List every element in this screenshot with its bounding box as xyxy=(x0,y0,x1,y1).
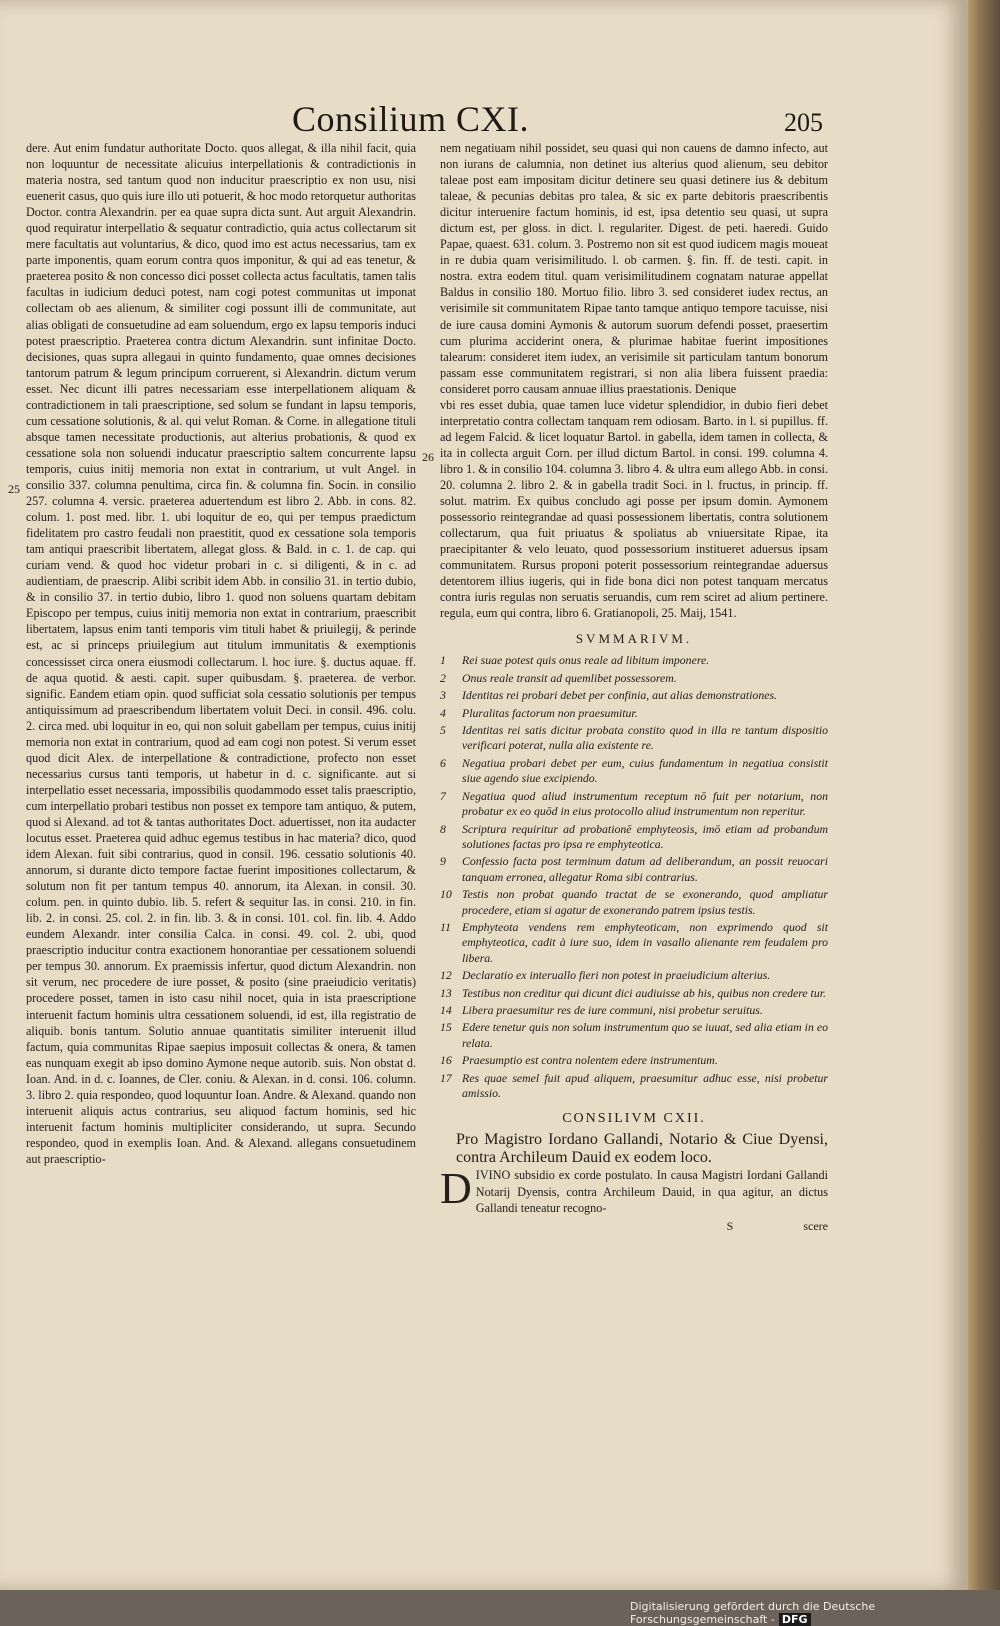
summary-item xyxy=(440,1020,828,1051)
summary-item xyxy=(440,1053,828,1068)
summary-item xyxy=(440,789,828,820)
summary-item xyxy=(440,653,828,668)
summary-item-number: 11 xyxy=(440,919,451,934)
summary-item-number: 9 xyxy=(440,854,446,869)
summary-item-text: Negatiua quod aliud instrumentum receptum nō fuit per notarium, non probatur ex eo quōd in eius protocollo aliud instrumentum non reperitur. xyxy=(462,788,828,819)
summary-item-text: Identitas rei probari debet per confinia, aut alias demonstrationes. xyxy=(462,688,777,703)
consilium-body-text: subsidio ex corde postulato. In causa Magistri Iordani Gallandi Notarij Dyensis, contra Archileum Dauid, in qua agitur, an dictus Gallandi teneatur recogno- xyxy=(475,1168,828,1215)
left-column xyxy=(26,140,416,1167)
page-edge xyxy=(968,0,1000,1590)
summary-item xyxy=(440,887,828,918)
opening-word: IVINO xyxy=(475,1168,511,1183)
summary-item-number: 13 xyxy=(440,985,452,1000)
summary-item-number: 7 xyxy=(440,788,446,803)
signature-mark: S xyxy=(726,1218,734,1233)
summary-item-number: 5 xyxy=(440,723,446,738)
left-column-text: dere. Aut enim fundatur authoritate Docto. quos allegat, & illa nihil facit, quia non loquuntur de necessitate alicuius interpellationis & contradictionis in materia nostra, sed tantum quod non inducitur praescriptio ex non usu, nisi euenerit casus, quo quis iure illo uti potuerit, & hoc modo retorquetur authoritas Doctor. contra Alexandrin. per ea quae supra dicta sunt. Aut arguit Alexandrin. quod requiratur interpellatio & sequatur contradictio, quia actus collectarum sit mere facultatis aut voluntarius, & dico, quod imo est actus necessarius, tam ex parte imponentis, quam eorum contra quos imponitur, & qui ad eas tenetur, & praeterea posito & non concesso dici posset collecta actus facultatis, tamen talis facultas in iudicium deduci potest, nam cogi potest communitas ut imponat collectam ob aes alienum, & similiter cogi possunt illi de communitate, aut alias obligati de consuetudine ad eam soluendum, ergo ex lapsu temporis induci potest praescriptio. Praeterea contra dictum Alexandrin. sunt infinitae Docto. decisiones, quas supra allegaui in quinto fundamento, quae omnes decisiones tantorum patrum & legum principum corruerent, si Alexandrin. dictum verum esset. Nec dicunt illi patres necessariam esse interpellationem aliquam & contradictionem in tali praescriptione, sed solum se fundant in lapsu temporis, cum cessatione solutionis, & al. qui velut Roman. & Corne. in allegatione tituli absque tamen necessitate productionis, aut alterius probationis, & quod ex cessatione sola non soluendi inducatur praescriptio saltem concurrente lapsu temporis, cuius initij memoria non extat in contrarium, ut vult Angel. in consilio 337. columna penultima, circa fin. & columna fin. Socin. in consilio 257. columna 4. versic. praeterea aduertendum est libro 2. Abb. in cons. 82. colum. 1. post med. libr. 1. ubi loquitur de eo, qui per tempus praedictum fidelitatem pro castro feudali non praestitit, quod ex cessatione sola temporis tam antiqui praescribit libertatem, allegat gloss. & Bald. in c. 1. de cap. qui curiam vend. & quod hoc videtur probari in c. si diligenti, & in c. ad audientiam, de praescrip. Alibi scribit idem Abb. in consilio 31. in tertio dubio, & in consilio 37. in tertio dubio, libro 1. quod non soluens quartam debitam Episcopo per tempus, cuius initij memoria non extat in contrarium, praescribit libertatem, lapsus enim tanti temporis vim tituli habet & priuilegij, & perinde est, ac si princeps priuilegium aut titulum immunitatis & exemptionis concessisset circa onera eiusmodi collectarum. l. hoc iure. §. ductus aquae. ff. de aqua quotid. & aesti. capit. super quibusdam. §. praeterea. de verbor. signific. Eandem etiam opin. quod sufficiat sola cessatio solutionis per tempus antiquissimum ad praescribendum libertatem voluit Deci. in consil. 496. colu. 2. circa med. ubi loquitur in eo, qui non soluit gabellam per tempus, cuius initij memoria non extat in contrarium, quod ad eam cogi non potest. Si verum esset quod dicit Alex. de interpellatione & contradictione, profecto non esset necessarius cursus tanti temporis, ut habetur in d. c. significante. aut si interpellatio esset necessaria, impossibilis quodammodo esset talis praescriptio, cum interpellatio probari testibus non posset ex tempore tam antiquo, & putem, quod si Alexand. ad tot & tantas authoritates Doct. aduertisset, non ita audacter locutus esset. Praeterea quid adhuc egemus testibus in hac materia? dico, quod idem Alexan. fuit sibi contrarius, quod in consil. 196. cessatio solutionis 40. annorum, si durante dicto tempore factae fuerint impositiones collectarum, & solutum non fit per tantum tempus 40. annorum, ita Alexan. in consil. 30. colum. pen. in quinto dubio. lib. 5. refert & sequitur Ias. in consi. 210. in fin. lib. 2. in consi. 25. col. 2. in fin. lib. 3. & in consi. 101. col. fin. lib. 4. Addo eundem Alexandr. inter consilia Calca. in consi. 49. col. 2. ubi, quod praescriptio inducitur contra exactionem honorantiae per cessationem soluendi per tempus 30. annorum. Ex praemissis infertur, quod dictum Alexandrin. non sit verum, nec procedere de iure posset, & posito (sine praeiudicio veritatis) procedere posset, tamen in isto casu nihil nocet, quia in ista praescriptione interuenit factum hominis ultra cessationem soluendi, id est, illa registratio de aliquib. bonis tantum. Solutio annuae quantitatis similiter interuenit illud factum, quia communitas Ripae saepius imposuit collectas & onera, & tamen eas nunquam exegit ab ipso domino Aymone neque autorib. suis. Non obstat d. Ioan. And. in d. c. Ioannes, de Cler. coniu. & Alexan. in d. consi. 106. column. 3. libro 2. quia respondeo, quod loquuntur Ioan. Andre. & Alexand. quando non interuenit aliquis actus contrarius, seu aliquod factum hominis, sed hic interuenit factum hominis multipliciter considerando, ut supra. Secundo respondeo, quod in exemplis Ioan. And. & Alexand. allegans consuetudinem aut praescriptio- xyxy=(26,141,416,1166)
right-column-text-1: nem negatiuam nihil possidet, seu quasi qui non cauens de damno infecto, aut non iurans de calumnia, non detinet ius alterius quod alienum, seu debitor taleae post eam impositam dicitur detinere seu quasi detinere ius & debitum taleae, & pecunias debitas pro talea, & sic ex parte debitoris praescribentis dicitur interuenire factum hominis, id est, ipsa detentio seu quasi, ut supra dictum est, per gloss. in dict. l. regulariter. Digest. de peti. haeredi. Guido Papae, quaest. 631. colum. 3. Postremo non sit est quod iudicem magis moueat in re dubia quam verisimilitudo. l. ob carmen. §. fin. ff. de testi. capit. in nostra. extra eodem titul. quam verisimilitudinem cognatam naturae appellat Baldus in consilio 180. Mortuo filio. libro 3. sed consideret iudex rectus, an verisimile sit communitatem Ripae tanto tamque antiquo tempore tacuisse, nisi de iure causa domini Aymonis & autorum suorum defendi posset, praesertim cum plurima acciderint onera, & plurimae habitae fuerint impositiones talearum: consideret item iudex, an verisimile sit particulam tantum bonorum passam esse communitatem registrari, si non alia libera fuissent praedia: consideret porro causam annuae illius praestationis. Denique xyxy=(440,141,828,396)
summary-item xyxy=(440,756,828,787)
summary-item-text: Testis non probat quando tractat de se exonerando, quod ampliatur procedere, etiam si agatur de exonerando patrem ipsius testis. xyxy=(462,887,828,917)
summary-list xyxy=(440,653,828,1101)
summary-item-number: 15 xyxy=(440,1020,452,1035)
footer-text: Digitalisierung gefördert durch die Deutsche Forschungsgemeinschaft - xyxy=(630,1600,876,1626)
digitization-footer xyxy=(630,1600,1000,1626)
summary-item xyxy=(440,1003,828,1018)
summary-item-number: 17 xyxy=(440,1070,452,1085)
summary-item-text: Edere tenetur quis non solum instrumentum quo se iuuat, sed alia etiam in eo relata. xyxy=(462,1020,828,1050)
summary-item xyxy=(440,688,828,703)
summary-item-number: 8 xyxy=(440,821,446,836)
summary-item-text: Scriptura requiritur ad probationē emphyteosis, imō etiam ad probandum solutiones factas pro ipsa re emphyteotica. xyxy=(462,821,828,851)
summary-item-text: Identitas rei satis dicitur probata constito quod in illa re tantum dispositio verificari poterat, nulla alia existente re. xyxy=(462,723,828,753)
summary-heading: SVMMARIVM. xyxy=(575,631,693,647)
summary-item xyxy=(440,968,828,983)
dfg-logo: DFG xyxy=(779,1613,811,1626)
summary-item xyxy=(440,706,828,721)
catchword: scere xyxy=(803,1218,828,1233)
summary-item xyxy=(440,920,828,966)
consilium-heading: CONSILIVM CXII. xyxy=(562,1111,706,1127)
summary-item-number: 1 xyxy=(440,653,446,668)
summary-item-number: 4 xyxy=(440,705,446,720)
summary-item-text: Pluralitas factorum non praesumitur. xyxy=(462,705,638,720)
right-column xyxy=(440,140,828,1234)
summary-item xyxy=(440,723,828,754)
running-head: Consilium CXI. xyxy=(292,99,530,139)
summary-item-text: Rei suae potest quis onus reale ad libitum imponere. xyxy=(462,653,710,668)
summary-item-text: Res quae semel fuit apud aliquem, praesumitur adhuc esse, nisi probetur amissio. xyxy=(462,1070,828,1101)
summary-item-number: 10 xyxy=(440,887,452,902)
margin-number-left: 25 xyxy=(8,482,20,496)
consilium-title: Pro Magistro Iordano Gallandi, Notario & Ciue Dyensi, contra Archileum Dauid ex eodem loco. xyxy=(456,1131,828,1167)
drop-capital: D xyxy=(440,1164,472,1214)
summary-item-number: 2 xyxy=(440,670,446,685)
summary-item xyxy=(440,854,828,885)
summary-item-text: Confessio facta post terminum datum ad deliberandum, an possit reuocari tanquam erronea, allegatur Roma sibi contrarius. xyxy=(462,854,828,884)
summary-item-text: Libera praesumitur res de iure communi, nisi probetur seruitus. xyxy=(462,1002,763,1017)
summary-item xyxy=(440,671,828,686)
margin-number-right: 26 xyxy=(422,450,434,464)
summary-item-text: Testibus non creditur qui dicunt dici audiuisse ab his, quibus non credere tur. xyxy=(462,985,826,1000)
page-number: 205 xyxy=(784,108,823,137)
summary-item-text: Onus reale transit ad quemlibet possessorem. xyxy=(462,670,677,685)
summary-item-number: 14 xyxy=(440,1002,452,1017)
consilium-body xyxy=(440,1164,828,1215)
right-column-text-2: vbi res esset dubia, quae tamen luce videtur splendidior, in dubio fieri debet interpretatio contra collectam tanquam rem odiosam. Barto. in l. si pupillus. ff. ad legem Falcid. & licet loquatur Bartol. in gabella, idem tamen in collecta, & ita in collecta arguit Corn. per illud dictum Bartol. in consi. 199. columna 4. libro 1. & in consilio 104. columna 3. libro 4. & ultra eum allego Abb. in consi. 20. columna 2. libro 2. & in gabella tradit Soci. in l. fructus, in princip. ff. solut. matrim. Ex quibus concludo agi posse per ipsum domin. Aymonem possessorio reintegrandae ad quasi possessionem libertatis, contra solutionem collectarum, qua fuit priuatus & spoliatus ab vniuersitate Ripae, ita praecipitanter & velo leuato, quod possessorium institueret aduersus ipsam communitatem. Rursus proponi poterit possessorium reintegrandae aduersus detentorem illius iugeris, qui in fide bona dici non potest tanquam mercatus contra iuris regulas non seruatis seruandis, cum rem sciret ad alium pertinere. regula, eum qui contra, libro 6. Gratianopoli, 25. Maij, 1541. xyxy=(440,397,828,621)
summary-item-text: Negatiua probari debet per eum, cuius fundamentum in negatiua consistit siue agendo siue excipiendo. xyxy=(462,755,828,786)
summary-item-text: Emphyteota vendens rem emphyteoticam, non exprimendo quod sit emphyteotica, cadit à iure suo, idem in vasallo alienante rem feudalem pro libera. xyxy=(462,919,828,965)
summary-item-number: 3 xyxy=(440,688,446,703)
summary-item-number: 16 xyxy=(440,1053,452,1068)
summary-item xyxy=(440,1071,828,1102)
summary-item-text: Declaratio ex interuallo fieri non potest in praeiudicium alterius. xyxy=(462,968,771,983)
summary-item-number: 6 xyxy=(440,755,446,770)
summary-item-number: 12 xyxy=(440,968,452,983)
summary-item-text: Praesumptio est contra nolentem edere instrumentum. xyxy=(462,1053,718,1068)
summary-item xyxy=(440,822,828,853)
catchword-line xyxy=(440,1218,828,1234)
summary-item xyxy=(440,986,828,1001)
